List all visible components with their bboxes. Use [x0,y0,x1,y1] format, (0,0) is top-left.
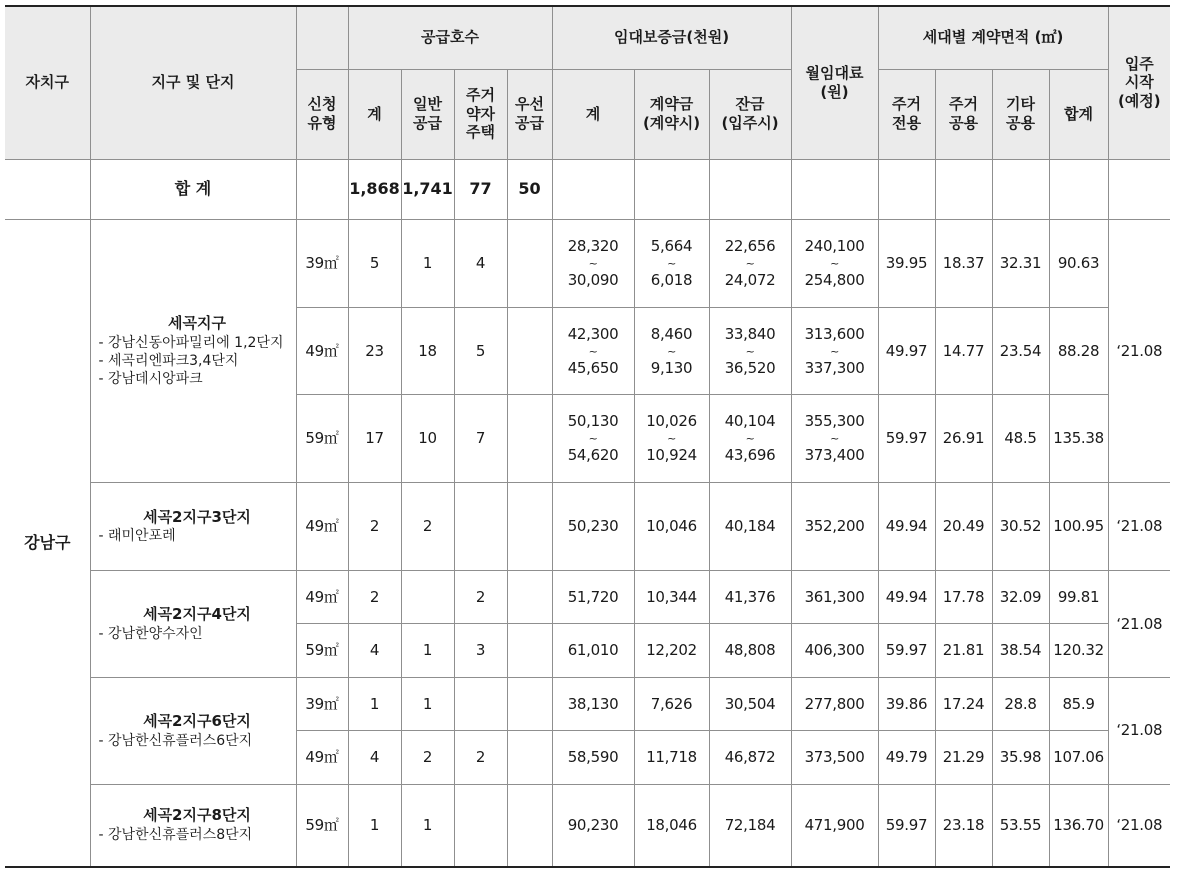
rent-cell: 373,500 [791,731,878,784]
deposit-cell-min: 42,300 [567,324,619,343]
balance-cell [709,307,791,395]
total-units: 1,868 [348,159,401,220]
tilde-icon: ~ [830,344,839,358]
area-common-cell: 21.81 [935,624,992,677]
header-supply-units: 공급호수 [348,6,552,69]
header-area: 세대별 계약면적 (㎡) [878,6,1108,69]
deposit-cell-max: 45,650 [567,358,619,377]
units-total-cell: 5 [348,220,401,308]
tilde-icon: ~ [667,432,676,446]
area-total-cell: 85.9 [1049,677,1108,730]
rent-cell: 277,800 [791,677,878,730]
move-in-cell: ‘21.08 [1108,784,1170,867]
contract-fee-cell: 10,046 [634,483,709,571]
move-in-cell: ‘21.08 [1108,677,1170,784]
area-common-cell: 17.24 [935,677,992,730]
area-other-cell: 23.54 [992,307,1049,395]
header-area-total: 합계 [1049,69,1108,159]
total-row [5,159,1170,220]
rent-cell [791,307,878,395]
area-total-cell: 88.28 [1049,307,1108,395]
general-cell: 1 [401,784,454,867]
header-vulnerable: 주거 약자 주택 [454,69,507,159]
area-common-cell: 17.78 [935,570,992,623]
balance-cell-min: 33,840 [724,324,776,343]
general-cell: 1 [401,624,454,677]
area-common-cell: 14.77 [935,307,992,395]
rent-cell-min: 313,600 [804,324,865,343]
tilde-icon: ~ [745,256,755,270]
header-deposit: 임대보증금(천원) [552,6,791,69]
general-cell [401,570,454,623]
area-other-cell: 38.54 [992,624,1049,677]
deposit-cell: 51,720 [552,570,634,623]
rent-cell-max: 254,800 [804,270,865,289]
area-common-cell: 18.37 [935,220,992,308]
deposit-cell: 90,230 [552,784,634,867]
area-total-cell: 99.81 [1049,570,1108,623]
rent-cell-min: 355,300 [804,412,865,431]
area-common-cell: 20.49 [935,483,992,571]
deposit-cell-min: 28,320 [567,236,619,255]
deposit-cell: 50,230 [552,483,634,571]
units-total-cell: 4 [348,731,401,784]
balance-cell: 40,184 [709,483,791,571]
rent-cell [791,395,878,483]
area-total-cell: 136.70 [1049,784,1108,867]
area-total-cell: 90.63 [1049,220,1108,308]
deposit-cell-min: 50,130 [567,412,619,431]
area-total-cell: 135.38 [1049,395,1108,483]
tilde-icon: ~ [667,344,676,358]
header-district: 자치구 [5,6,90,159]
units-total-cell: 4 [348,624,401,677]
header-units-total: 계 [348,69,401,159]
contract-fee-cell: 12,202 [634,624,709,677]
rent-cell: 406,300 [791,624,878,677]
complex-name-cell [90,483,296,571]
balance-cell-max: 24,072 [724,270,776,289]
apply-type-cell: 59㎡ [296,784,348,867]
complex-name-cell [90,570,296,677]
header-empty [296,6,348,69]
deposit-cell: 58,590 [552,731,634,784]
header-exclusive: 주거 전용 [878,69,935,159]
deposit-cell [552,395,634,483]
apply-type-cell: 59㎡ [296,624,348,677]
contract-fee-cell-max: 6,018 [650,270,693,289]
header-monthly-rent: 월임대료 (원) [791,6,878,159]
area-exclusive-cell: 39.95 [878,220,935,308]
vulnerable-cell: 2 [454,570,507,623]
table-body [5,159,1170,867]
complex-subtitle: - 강남신동아파밀리에 1,2단지 [98,334,284,351]
units-total-cell: 1 [348,784,401,867]
table-row [5,784,1170,867]
header-balance: 잔금 (입주시) [709,69,791,159]
table-row [5,483,1170,571]
total-label: 합 계 [90,159,296,220]
area-other-cell: 28.8 [992,677,1049,730]
total-general: 1,741 [401,159,454,220]
move-in-cell: ‘21.08 [1108,570,1170,677]
contract-fee-cell [634,395,709,483]
area-exclusive-cell: 59.97 [878,784,935,867]
contract-fee-cell: 11,718 [634,731,709,784]
header-general: 일반 공급 [401,69,454,159]
tilde-icon: ~ [830,256,839,270]
header-complex: 지구 및 단지 [90,6,296,159]
apply-type-cell: 49㎡ [296,570,348,623]
balance-cell-min: 22,656 [724,236,776,255]
tilde-icon: ~ [830,432,839,446]
area-exclusive-cell: 49.94 [878,570,935,623]
balance-cell: 48,808 [709,624,791,677]
complex-title: 세곡2지구3단지 [143,507,251,526]
priority-cell [507,483,552,571]
deposit-cell: 61,010 [552,624,634,677]
header-deposit-total: 계 [552,69,634,159]
area-exclusive-cell: 49.79 [878,731,935,784]
area-total-cell: 100.95 [1049,483,1108,571]
tilde-icon: ~ [588,432,598,446]
table-row [5,677,1170,730]
rent-cell [791,220,878,308]
balance-cell: 46,872 [709,731,791,784]
balance-cell-max: 43,696 [724,446,776,465]
priority-cell [507,677,552,730]
area-other-cell: 32.09 [992,570,1049,623]
general-cell: 10 [401,395,454,483]
rent-cell-max: 337,300 [804,358,865,377]
balance-cell [709,220,791,308]
header-other-common: 기타 공용 [992,69,1049,159]
units-total-cell: 17 [348,395,401,483]
units-total-cell: 23 [348,307,401,395]
complex-name-cell [90,220,296,483]
tilde-icon: ~ [745,344,755,358]
apply-type-cell: 39㎡ [296,220,348,308]
priority-cell [507,220,552,308]
balance-cell: 30,504 [709,677,791,730]
complex-name-cell [90,677,296,784]
priority-cell [507,624,552,677]
header-move-in: 입주 시작 (예정) [1108,6,1170,159]
apply-type-cell: 49㎡ [296,307,348,395]
table-row [5,220,1170,308]
general-cell: 18 [401,307,454,395]
complex-subtitle: - 세곡리엔파크3,4단지 [98,352,239,369]
priority-cell [507,570,552,623]
balance-cell [709,395,791,483]
complex-subtitle: - 래미안포레 [98,528,176,545]
vulnerable-cell: 4 [454,220,507,308]
contract-fee-cell-min: 8,460 [650,324,693,343]
area-exclusive-cell: 49.97 [878,307,935,395]
vulnerable-cell: 2 [454,731,507,784]
contract-fee-cell: 7,626 [634,677,709,730]
area-other-cell: 53.55 [992,784,1049,867]
balance-cell: 41,376 [709,570,791,623]
rent-cell: 471,900 [791,784,878,867]
apply-type-cell: 49㎡ [296,483,348,571]
apply-type-cell: 59㎡ [296,395,348,483]
units-total-cell: 2 [348,570,401,623]
balance-cell-max: 36,520 [724,358,776,377]
header-apply-type: 신청 유형 [296,69,348,159]
units-total-cell: 1 [348,677,401,730]
complex-subtitle: - 강남한신휴플러스8단지 [98,827,253,844]
complex-title: 세곡2지구4단지 [143,605,251,623]
complex-name-cell [90,784,296,867]
general-cell: 2 [401,731,454,784]
contract-fee-cell-max: 10,924 [646,446,697,465]
rent-cell-min: 240,100 [804,236,865,255]
contract-fee-cell: 10,344 [634,570,709,623]
vulnerable-cell: 7 [454,395,507,483]
vulnerable-cell [454,784,507,867]
move-in-cell: ‘21.08 [1108,483,1170,571]
area-other-cell: 32.31 [992,220,1049,308]
general-cell: 1 [401,220,454,308]
area-total-cell: 107.06 [1049,731,1108,784]
complex-title: 세곡2지구8단지 [143,806,251,825]
area-exclusive-cell: 59.97 [878,395,935,483]
priority-cell [507,731,552,784]
deposit-cell [552,220,634,308]
vulnerable-cell [454,483,507,571]
area-exclusive-cell: 39.86 [878,677,935,730]
rent-cell: 352,200 [791,483,878,571]
balance-cell: 72,184 [709,784,791,867]
tilde-icon: ~ [745,432,755,446]
contract-fee-cell-min: 10,026 [646,412,697,431]
area-total-cell: 120.32 [1049,624,1108,677]
contract-fee-cell-min: 5,664 [650,236,693,255]
balance-cell-min: 40,104 [724,412,776,431]
complex-title: 세곡2지구6단지 [143,711,251,730]
rent-cell: 361,300 [791,570,878,623]
deposit-cell-max: 30,090 [567,270,619,289]
units-total-cell: 2 [348,483,401,571]
priority-cell [507,784,552,867]
tilde-icon: ~ [588,344,598,358]
priority-cell [507,307,552,395]
tilde-icon: ~ [588,256,598,270]
area-other-cell: 35.98 [992,731,1049,784]
deposit-cell [552,307,634,395]
priority-cell [507,395,552,483]
general-cell: 2 [401,483,454,571]
complex-title: 세곡지구 [168,314,226,333]
complex-subtitle: - 강남한양수자인 [98,625,203,642]
table-row [5,570,1170,623]
complex-subtitle: - 강남한신휴플러스6단지 [98,732,253,749]
move-in-cell: ‘21.08 [1108,220,1170,483]
contract-fee-cell: 18,046 [634,784,709,867]
complex-subtitle: - 강남데시앙파크 [98,370,203,387]
tilde-icon: ~ [667,256,676,270]
total-vulnerable: 77 [454,159,507,220]
header-contract-fee: 계약금 (계약시) [634,69,709,159]
apply-type-cell: 39㎡ [296,677,348,730]
vulnerable-cell: 3 [454,624,507,677]
area-other-cell: 48.5 [992,395,1049,483]
area-exclusive-cell: 59.97 [878,624,935,677]
deposit-cell-max: 54,620 [567,446,619,465]
vulnerable-cell [454,677,507,730]
rent-cell-max: 373,400 [804,446,865,465]
area-exclusive-cell: 49.94 [878,483,935,571]
deposit-cell: 38,130 [552,677,634,730]
total-priority: 50 [507,159,552,220]
area-common-cell: 26.91 [935,395,992,483]
apply-type-cell: 49㎡ [296,731,348,784]
table-header [5,6,1170,159]
header-common: 주거 공용 [935,69,992,159]
general-cell: 1 [401,677,454,730]
contract-fee-cell-max: 9,130 [650,358,693,377]
header-priority: 우선 공급 [507,69,552,159]
vulnerable-cell: 5 [454,307,507,395]
district-cell: 강남구 [5,220,90,868]
contract-fee-cell [634,220,709,308]
area-other-cell: 30.52 [992,483,1049,571]
rental-supply-table [5,5,1170,868]
area-common-cell: 21.29 [935,731,992,784]
area-common-cell: 23.18 [935,784,992,867]
contract-fee-cell [634,307,709,395]
